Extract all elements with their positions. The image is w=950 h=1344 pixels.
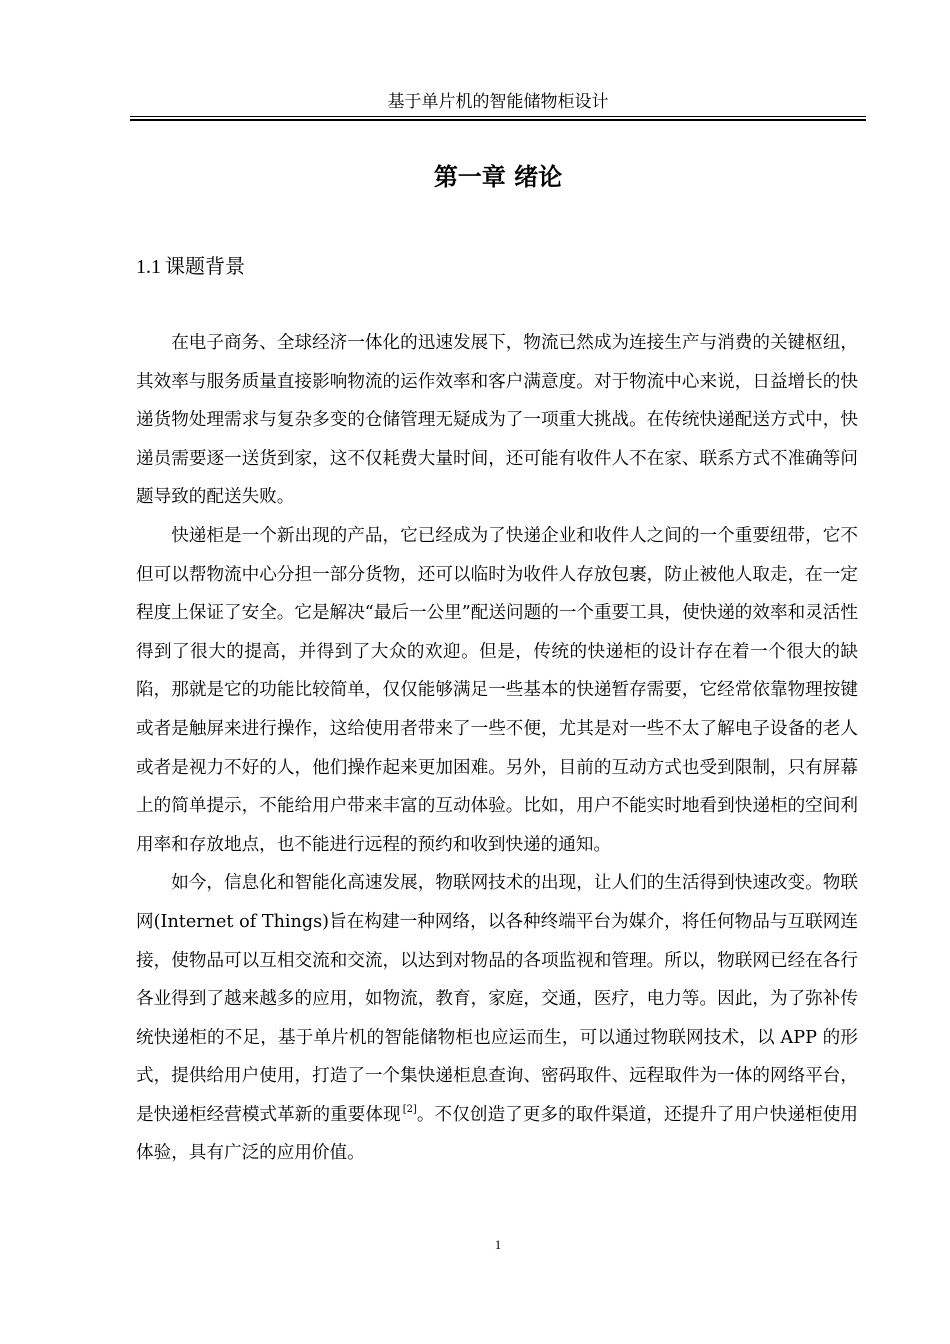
page-number: 1 <box>494 1237 502 1252</box>
running-header: 基于单片机的智能储物柜设计 <box>387 92 609 112</box>
paragraph-text: 如今，信息化和智能化高速发展，物联网技术的出现，让人们的生活得到快速改变。物联网(Internet of Things)旨在构建一种网络，以各种终端平台为媒介，将任何物品与互联网连接，使物品可以互相交流和交流，以达到对物品的各项监视和管理。所以，物联网已经在各行各业得到了越来越多的应用，如物流，教育，家庭，交通，医疗，电力等。因此，为了弥补传统快递柜的不足，基于单片机的智能储物柜也应运而生，可以通过物联网技术，以 APP 的形式，提供给用户使用，打造了一个集快递柜息查询、密码取件、远程取件为一体的网络平台，是快递柜经营模式革新的重要体现 <box>136 873 858 1125</box>
header-rule-thick <box>130 119 866 121</box>
section-heading <box>136 252 245 281</box>
header-rule <box>130 116 866 117</box>
section-number: 1.1 <box>136 256 161 278</box>
paragraph-text: 。不仅创造了更多的取件渠道，还提升了用户快递柜使用体验，具有广泛的应用价值。 <box>136 1104 858 1164</box>
section-title: 课题背景 <box>165 254 245 278</box>
body-text <box>136 324 858 1173</box>
chapter-title: 第一章 绪论 <box>433 163 563 191</box>
paragraph: 快递柜是一个新出现的产品，它已经成为了快递企业和收件人之间的一个重要纽带，它不但可以帮物流中心分担一部分货物，还可以临时为收件人存放包裹，防止被他人取走，在一定程度上保证了安全。它是解决“最后一公里”配送问题的一个重要工具，使快递的效率和灵活性得到了很大的提高，并得到了大众的欢迎。但是，传统的快递柜的设计存在着一个很大的缺陷，那就是它的功能比较简单，仅仅能够满足一些基本的快递暂存需要，它经常依靠物理按键或者是触屏来进行操作，这给使用者带来了一些不便，尤其是对一些不太了解电子设备的老人或者是视力不好的人，他们操作起来更加困难。另外，目前的互动方式也受到限制，只有屏幕上的简单提示，不能给用户带来丰富的互动体验。比如，用户不能实时地看到快递柜的空间利用率和存放地点，也不能进行远程的预约和收到快递的通知。 <box>136 525 858 855</box>
paragraph: 在电子商务、全球经济一体化的迅速发展下，物流已然成为连接生产与消费的关键枢纽，其效率与服务质量直接影响物流的运作效率和客户满意度。对于物流中心来说，日益增长的快递货物处理需求与复杂多变的仓储管理无疑成为了一项重大挑战。在传统快递配送方式中，快递员需要逐一送货到家，这不仅耗费大量时间，还可能有收件人不在家、联系方式不准确等问题导致的配送失败。 <box>136 333 858 508</box>
paragraph <box>136 864 858 1173</box>
citation-marker: [2] <box>402 1103 417 1115</box>
